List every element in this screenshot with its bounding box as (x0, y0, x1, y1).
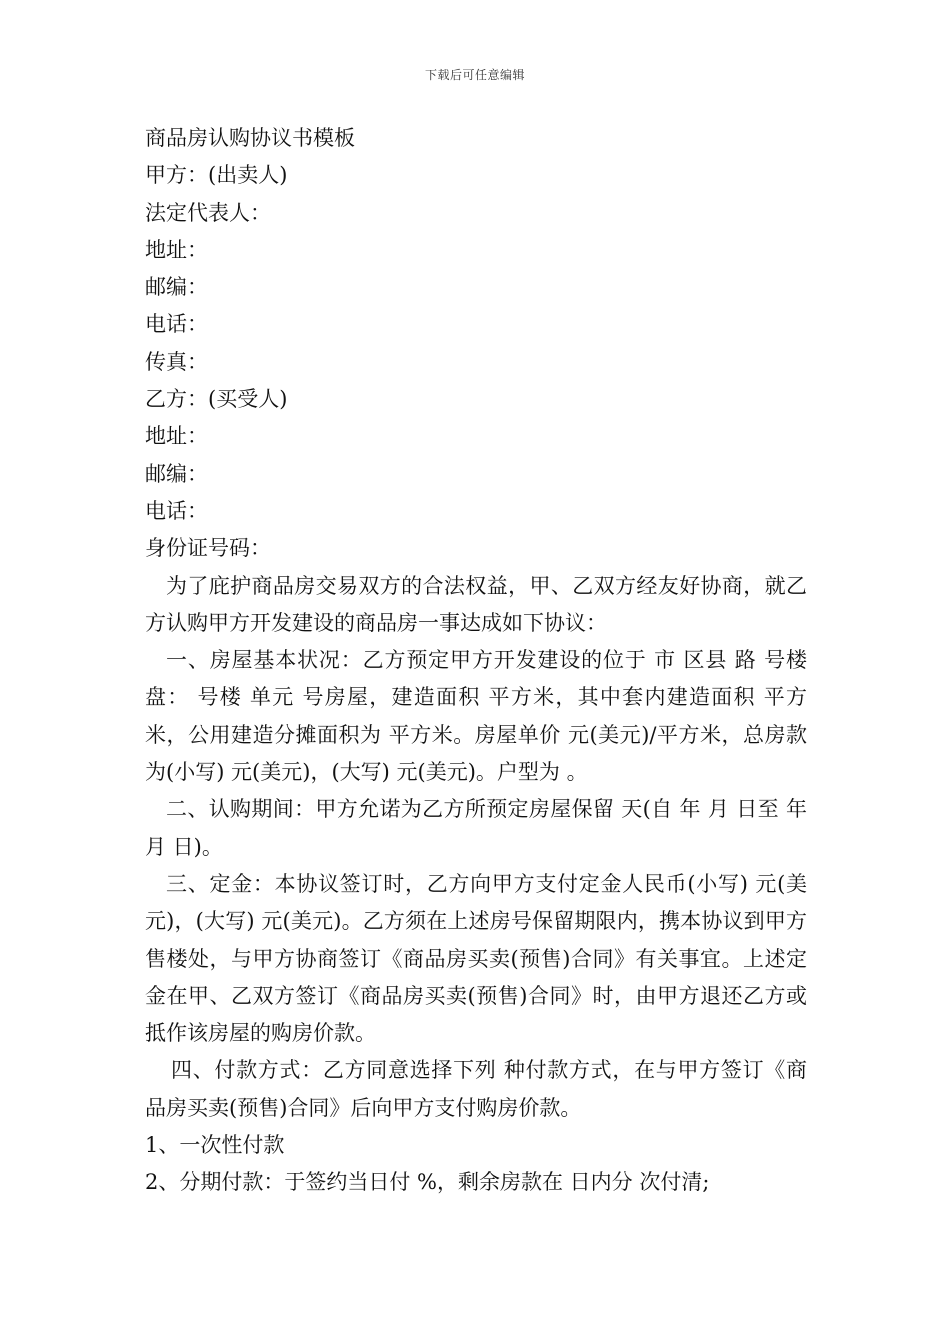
payment-option-lump-sum: 1、一次性付款 (145, 1133, 285, 1158)
party-a-phone: 电话： (145, 312, 208, 337)
clause-1-house-info: 一、房屋基本状况：乙方预定甲方开发建设的位于 市 区县 路 号楼盘： 号楼 单元 号房屋，建造面积 平方米，其中套内建造面积 平方米，公用建造分摊面积为 平方米。房屋单价 元(美元)/平方米，总房款为(小写) 元(美元)，(大写) 元(美元)。户型为 。 (145, 648, 807, 785)
party-a-address: 地址： (145, 237, 208, 262)
page-header-note: 下载后可任意编辑 (424, 68, 525, 82)
party-a-fax: 传真： (145, 349, 208, 374)
clause-4-payment-method: 四、付款方式：乙方同意选择下列 种付款方式，在与甲方签订《商品房买卖(预售)合同》后向甲方支付购房价款。 (145, 1058, 807, 1120)
party-b-id-number: 身份证号码： (145, 536, 271, 561)
clause-2-subscription-period: 二、认购期间：甲方允诺为乙方所预定房屋保留 天(自 年 月 日至 年 月 日)。 (145, 797, 807, 859)
document-body (145, 120, 807, 1202)
party-a-postcode: 邮编： (145, 275, 208, 300)
party-a-legal-rep: 法定代表人： (145, 200, 271, 225)
clause-3-deposit: 三、定金：本协议签订时，乙方向甲方支付定金人民币(小写) 元(美元)，(大写) 元(美元)。乙方须在上述房号保留期限内，携本协议到甲方售楼处，与甲方协商签订《商品房买卖(预售)合同》有关事宜。上述定金在甲、乙双方签订《商品房买卖(预售)合同》时，由甲方退还乙方或抵作该房屋的购房价款。 (145, 871, 807, 1046)
party-b-postcode: 邮编： (145, 461, 208, 486)
intro-paragraph: 为了庇护商品房交易双方的合法权益，甲、乙双方经友好协商，就乙方认购甲方开发建设的商品房一事达成如下协议： (145, 573, 807, 635)
document-title: 商品房认购协议书模板 (145, 126, 355, 150)
party-b-label: 乙方：(买受人) (145, 387, 288, 412)
party-a-label: 甲方：(出卖人) (145, 163, 288, 188)
party-b-phone: 电话： (145, 498, 208, 523)
payment-option-installment: 2、分期付款：于签约当日付 %，剩余房款在 日内分 次付清; (145, 1170, 710, 1195)
party-b-address: 地址： (145, 424, 208, 449)
